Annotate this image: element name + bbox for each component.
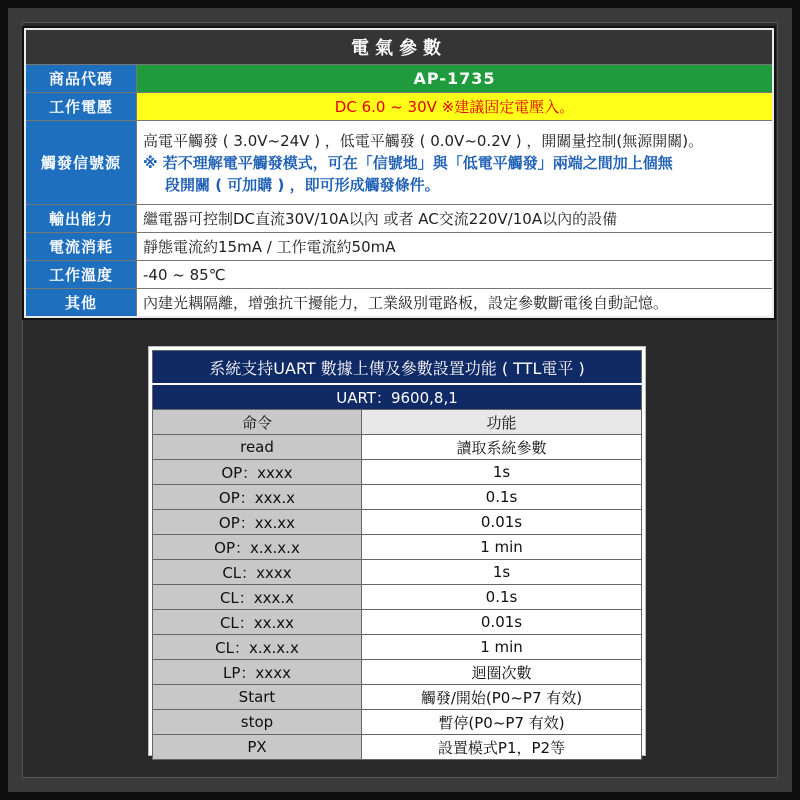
- command-cell: OP：xxx.x: [153, 485, 362, 510]
- function-cell: 設置模式P1，P2等: [362, 735, 642, 760]
- trigger-line-1: 高電平觸發 ( 3.0V~24V ) ，低電平觸發 ( 0.0V~0.2V ) ，開關量控制(無源開關)。: [143, 131, 704, 150]
- function-cell: 讀取系統參數: [362, 435, 642, 460]
- command-cell: stop: [153, 710, 362, 735]
- trigger-note-line-2: 段開關 ( 可加購 ) ，即可形成觸發條件。: [165, 175, 440, 194]
- uart-baud-setting: UART：9600,8,1: [153, 384, 642, 410]
- command-cell: CL：xx.xx: [153, 610, 362, 635]
- label-working-temperature: 工作溫度: [25, 261, 137, 289]
- table-row: [153, 685, 642, 710]
- command-cell: Start: [153, 685, 362, 710]
- function-cell: 1s: [362, 560, 642, 585]
- function-cell: 1 min: [362, 535, 642, 560]
- table-row: [153, 710, 642, 735]
- value-output-capacity: 繼電器可控制DC直流30V/10A以內 或者 AC交流220V/10A以內的設備: [137, 205, 774, 233]
- table-row: [153, 435, 642, 460]
- table-row: [153, 460, 642, 485]
- table-row: [153, 660, 642, 685]
- function-cell: 0.01s: [362, 610, 642, 635]
- table-row: [153, 635, 642, 660]
- value-working-voltage: DC 6.0 ~ 30V ※建議固定電壓入。: [137, 93, 774, 121]
- function-cell: 觸發/開始(P0~P7 有效): [362, 685, 642, 710]
- command-cell: OP：xx.xx: [153, 510, 362, 535]
- label-output-capacity: 輸出能力: [25, 205, 137, 233]
- table-row: [153, 510, 642, 535]
- value-product-code: AP-1735: [137, 65, 774, 93]
- label-current-consumption: 電流消耗: [25, 233, 137, 261]
- function-cell: 1s: [362, 460, 642, 485]
- trigger-note-line-1: ※ 若不理解電平觸發模式，可在「信號地」與「低電平觸發」兩端之間加上個無: [143, 153, 673, 172]
- command-cell: CL：xxxx: [153, 560, 362, 585]
- uart-table-panel: [148, 346, 646, 756]
- command-cell: LP：xxxx: [153, 660, 362, 685]
- column-header-command: 命令: [153, 410, 362, 435]
- value-current-consumption: 靜態電流約15mA / 工作電流約50mA: [137, 233, 774, 261]
- function-cell: 0.01s: [362, 510, 642, 535]
- electrical-params-title: 電氣參數: [25, 29, 773, 65]
- label-trigger-source: 觸發信號源: [25, 121, 137, 205]
- table-row: [153, 610, 642, 635]
- command-cell: OP：x.x.x.x: [153, 535, 362, 560]
- function-cell: 0.1s: [362, 485, 642, 510]
- function-cell: 迴圈次數: [362, 660, 642, 685]
- label-other: 其他: [25, 289, 137, 317]
- command-cell: PX: [153, 735, 362, 760]
- table-row: [153, 735, 642, 760]
- uart-command-table: [152, 350, 642, 760]
- table-row: [153, 585, 642, 610]
- value-other: 內建光耦隔離，增強抗干擾能力，工業級別電路板，設定參數斷電後自動記憶。: [137, 289, 774, 317]
- value-trigger-source: [137, 121, 774, 205]
- label-product-code: 商品代碼: [25, 65, 137, 93]
- function-cell: 1 min: [362, 635, 642, 660]
- label-working-voltage: 工作電壓: [25, 93, 137, 121]
- table-row: [153, 485, 642, 510]
- column-header-function: 功能: [362, 410, 642, 435]
- uart-table-title: 系統支持UART 數據上傳及參數設置功能 ( TTL電平 ): [153, 351, 642, 385]
- function-cell: 暫停(P0~P7 有效): [362, 710, 642, 735]
- command-cell: read: [153, 435, 362, 460]
- command-cell: CL：x.x.x.x: [153, 635, 362, 660]
- table-row: [153, 535, 642, 560]
- command-cell: CL：xxx.x: [153, 585, 362, 610]
- table-row: [153, 560, 642, 585]
- function-cell: 0.1s: [362, 585, 642, 610]
- electrical-params-table: [24, 28, 774, 318]
- value-working-temperature: -40 ~ 85℃: [137, 261, 774, 289]
- command-cell: OP：xxxx: [153, 460, 362, 485]
